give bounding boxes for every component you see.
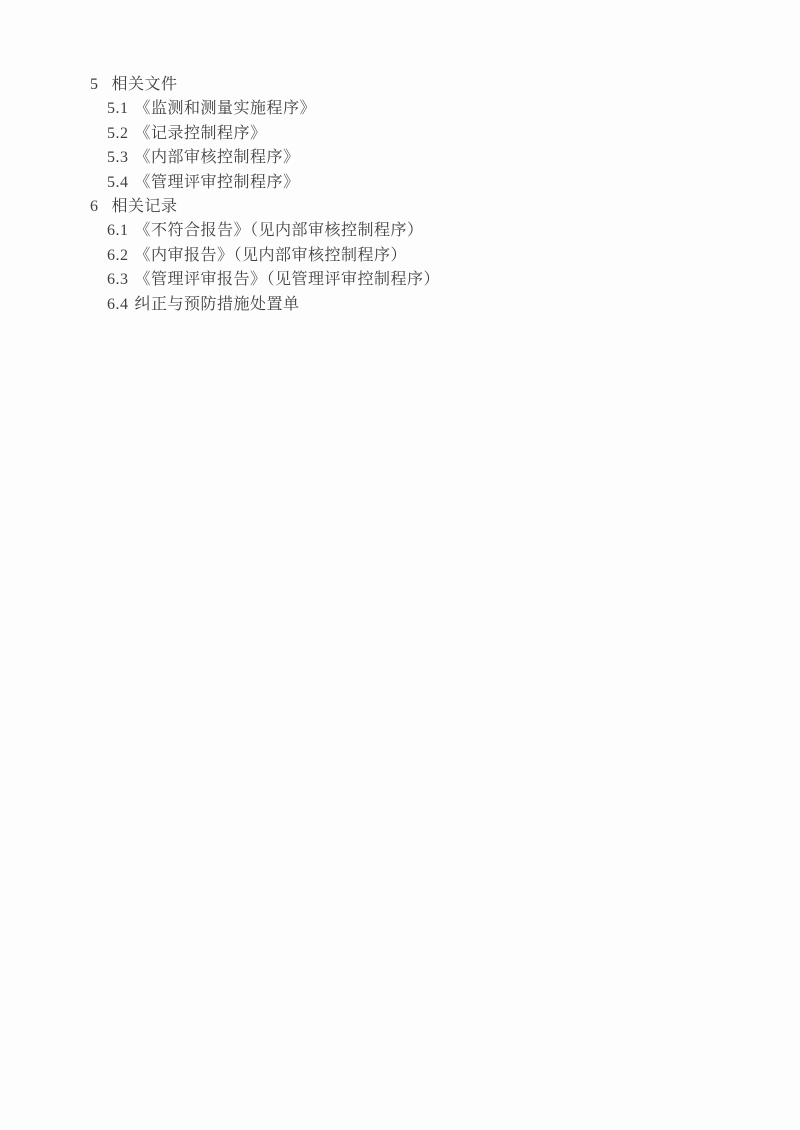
item-text: 《管理评审控制程序》: [134, 173, 300, 191]
item-number: 5.2: [107, 124, 129, 142]
item-text: 《不符合报告》（见内部审核控制程序）: [134, 222, 424, 240]
item-number: 6.1: [107, 222, 129, 240]
section-number: 5: [90, 76, 99, 93]
item-text: 《内审报告》（见内部审核控制程序）: [134, 246, 408, 264]
document-item-5-2: [90, 122, 740, 146]
item-number: 5.1: [107, 100, 129, 118]
section-title: 相关记录: [111, 197, 178, 215]
item-number: 6.2: [107, 246, 129, 264]
document-content: [90, 73, 740, 317]
item-text: 《监测和测量实施程序》: [134, 100, 317, 118]
item-text: 纠正与预防措施处置单: [134, 295, 300, 313]
section-5-heading: [90, 73, 740, 97]
document-item-6-3: [90, 268, 740, 292]
item-number: 5.4: [107, 173, 129, 191]
document-item-6-1: [90, 219, 740, 243]
section-6-heading: [90, 195, 740, 219]
item-text: 《内部审核控制程序》: [134, 149, 300, 167]
document-item-5-4: [90, 171, 740, 195]
document-item-5-3: [90, 146, 740, 170]
section-title: 相关文件: [111, 76, 178, 93]
item-text: 《记录控制程序》: [134, 124, 267, 142]
item-text: 《管理评审报告》（见管理评审控制程序）: [134, 271, 441, 289]
document-item-6-4: [90, 293, 740, 317]
item-number: 6.4: [107, 295, 129, 313]
document-item-5-1: [90, 97, 740, 121]
section-number: 6: [90, 197, 99, 215]
item-number: 5.3: [107, 149, 129, 167]
document-item-6-2: [90, 244, 740, 268]
item-number: 6.3: [107, 271, 129, 289]
